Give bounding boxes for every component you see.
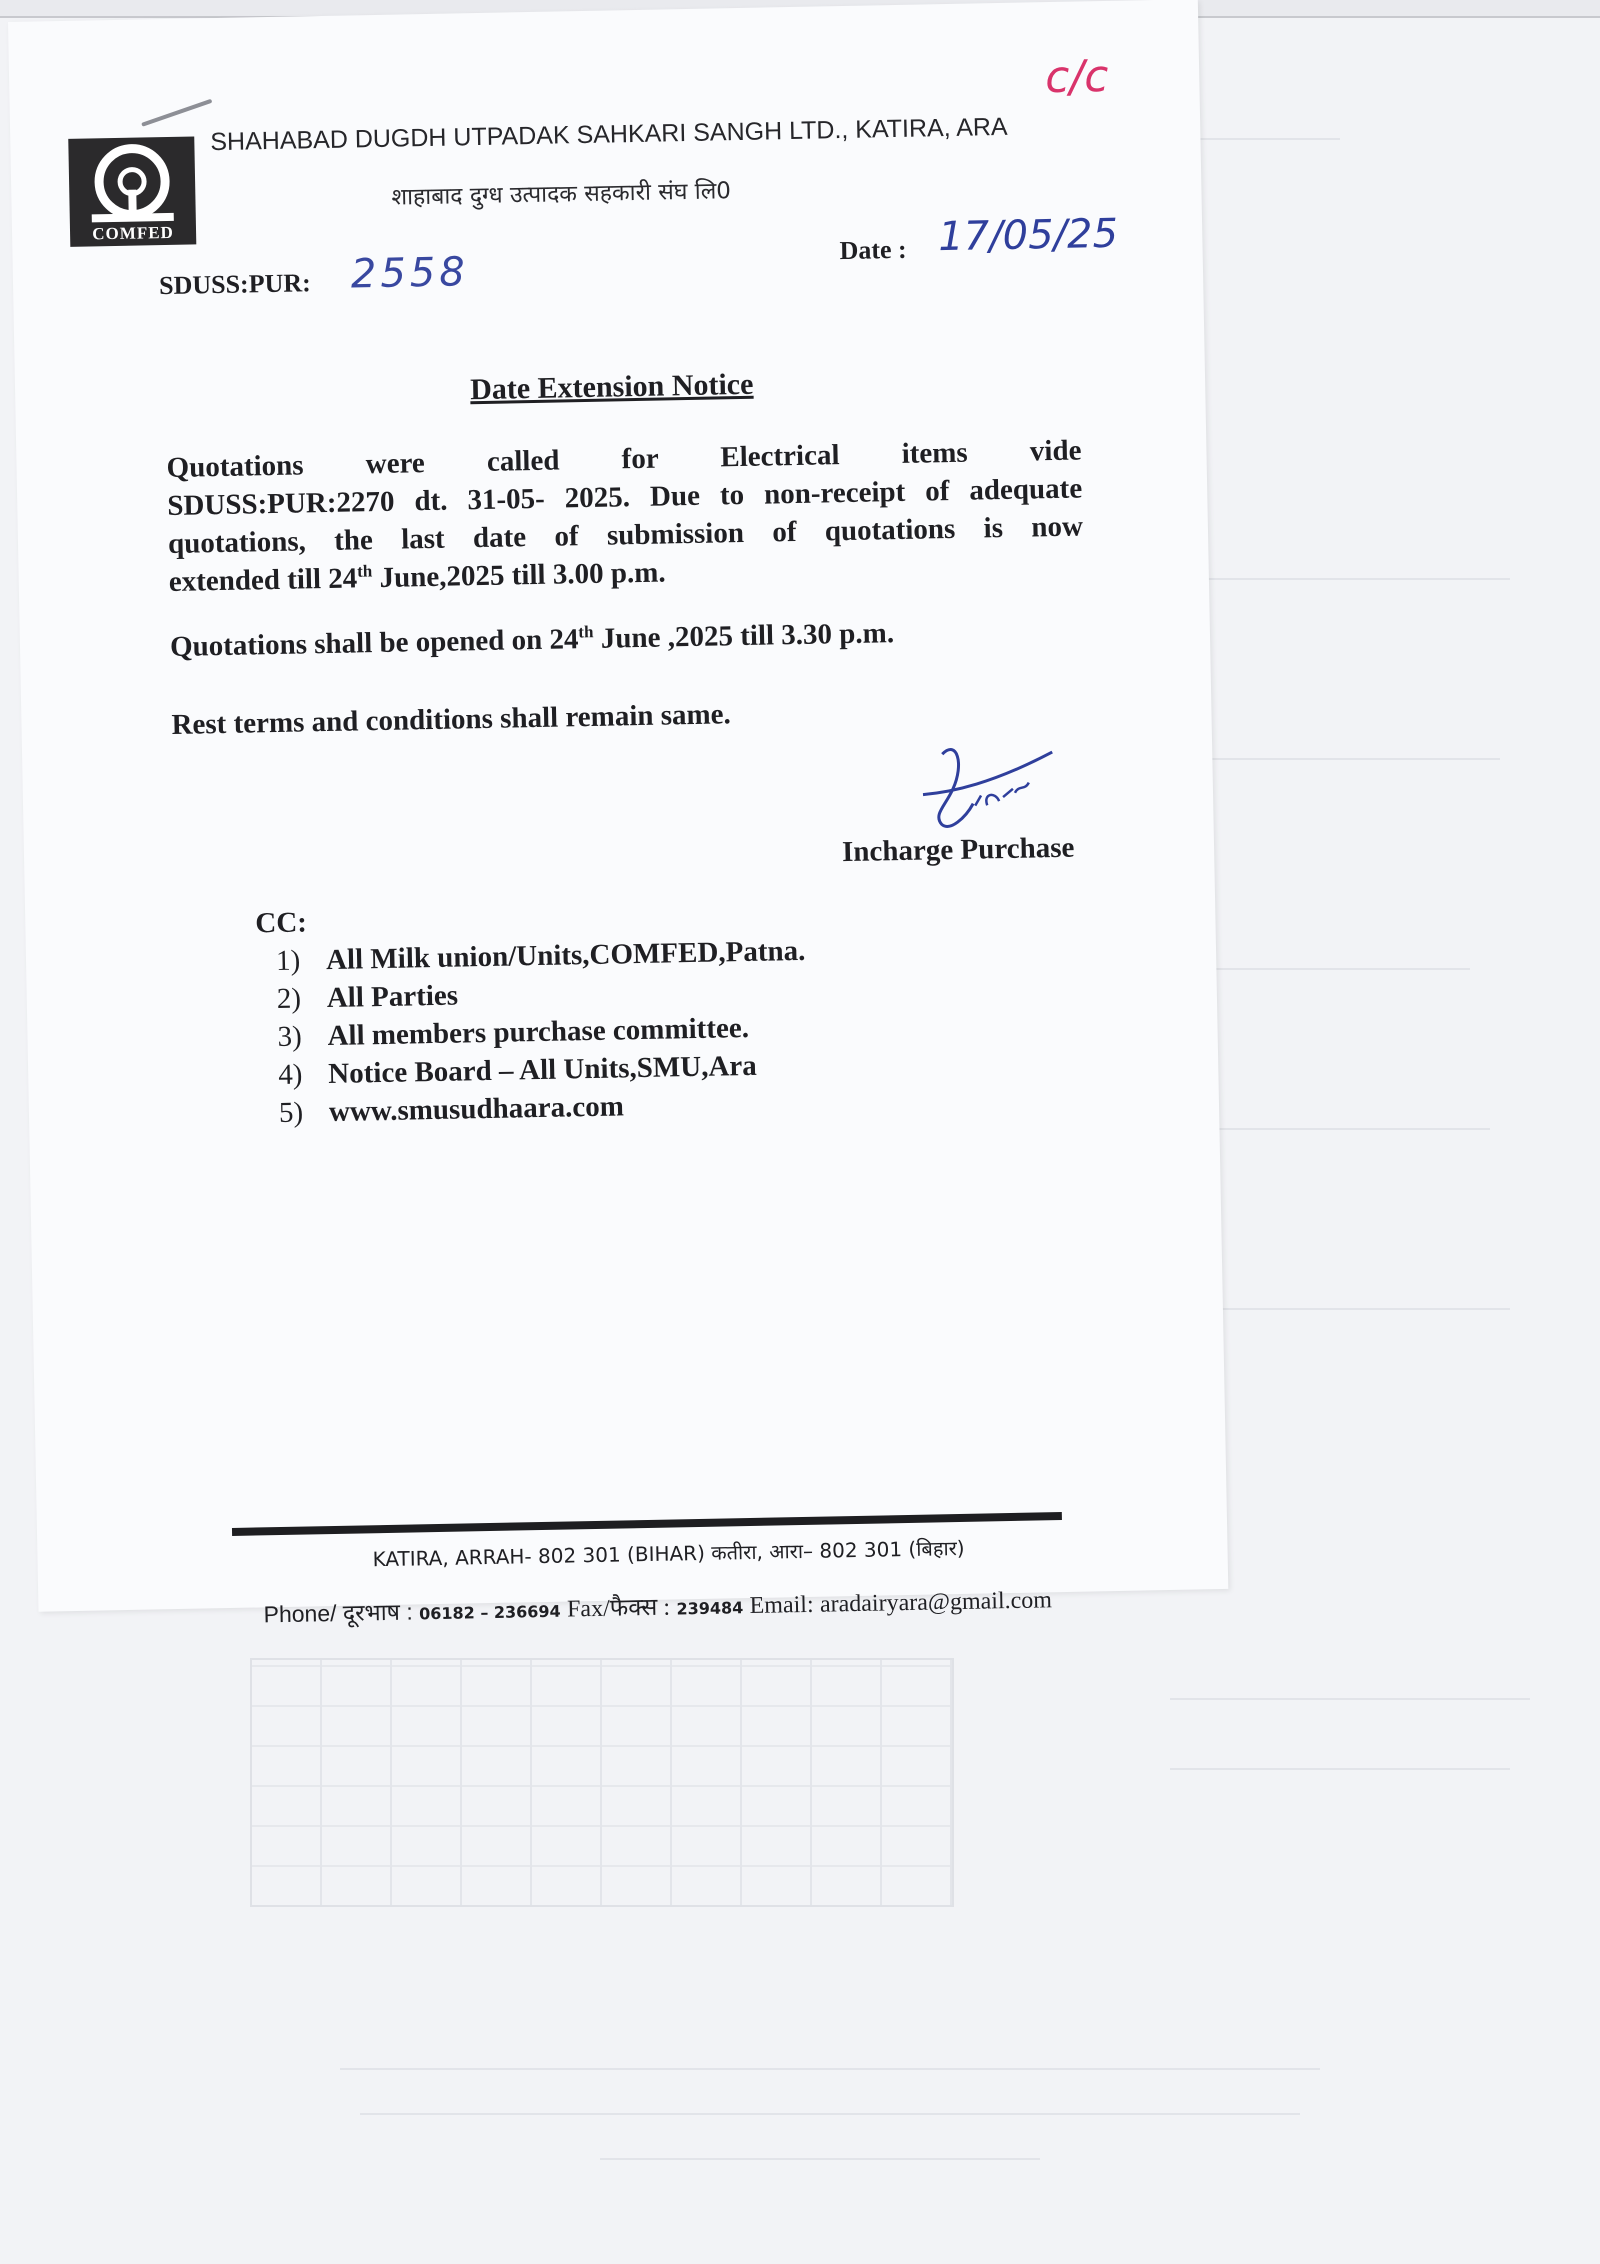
paragraph-line: quotations, the last date of submission of quotations is now xyxy=(167,510,1084,561)
cc-item-text: www.smusudhaara.com xyxy=(328,1090,625,1129)
cc-item-number: 2) xyxy=(276,982,302,1016)
text-segment: extended till 24 xyxy=(168,562,358,599)
org-name: SHAHABAD DUGDH UTPADAK SAHKARI SANGH LTD., KATIRA, ARA xyxy=(210,112,1008,157)
comfed-logo xyxy=(68,136,196,246)
org-name-hindi: शाहाबाद दुग्ध उत्पादक सहकारी संघ लि0 xyxy=(391,178,732,211)
ghost-line xyxy=(340,2068,1320,2070)
email-label: Email: xyxy=(749,1591,814,1620)
notice-paragraph-1 xyxy=(166,431,1084,601)
notice-page xyxy=(8,0,1228,1628)
phone-label: Phone/ दूरभाष : xyxy=(263,1598,413,1628)
email-value: aradairyara@gmail.com xyxy=(819,1587,1053,1618)
cc-label: CC: xyxy=(255,906,308,940)
notice-paragraph-3: Rest terms and conditions shall remain same. xyxy=(171,698,732,741)
phone-value: 06182 – 236694 xyxy=(418,1601,561,1624)
ghost-line xyxy=(360,2113,1300,2115)
ghost-line xyxy=(1170,578,1510,580)
footer-divider xyxy=(232,1512,1062,1536)
ref-label: SDUSS:PUR: xyxy=(158,268,312,301)
ref-number: 2558 xyxy=(350,249,470,298)
ghost-table xyxy=(250,1658,954,1907)
logo-text: COMFED xyxy=(92,222,175,244)
cc-list xyxy=(276,932,809,1132)
cc-item-text: All Parties xyxy=(326,979,459,1015)
cc-item-text: Notice Board – All Units,SMU,Ara xyxy=(327,1049,758,1091)
paragraph-line: SDUSS:PUR:2270 dt. 31-05- 2025. Due to non-receipt of adequate xyxy=(167,472,1083,523)
corner-mark: c/c xyxy=(1044,50,1109,104)
date-value: 17/05/25 xyxy=(937,210,1119,261)
notice-paragraph-2 xyxy=(170,617,895,664)
signatory-title: Incharge Purchase xyxy=(841,831,1075,869)
cc-item-number: 4) xyxy=(277,1058,303,1092)
cc-item-number: 5) xyxy=(278,1096,304,1129)
ghost-line xyxy=(1170,758,1500,760)
cc-item-number: 3) xyxy=(277,1020,303,1054)
cc-item-text: All Milk union/Units,COMFED,Patna. xyxy=(325,934,806,977)
text-segment: Quotations shall be opened on 24 xyxy=(169,623,579,664)
date-label: Date : xyxy=(839,234,907,266)
logo-emblem-icon xyxy=(68,136,196,228)
notice-title: Date Extension Notice xyxy=(469,367,754,407)
ghost-line xyxy=(1170,1768,1510,1770)
ghost-line xyxy=(600,2158,1040,2160)
cc-item-number: 1) xyxy=(275,944,301,978)
ordinal-suffix: th xyxy=(356,561,373,581)
cc-item-text: All members purchase committee. xyxy=(327,1011,750,1053)
footer-address: KATIRA, ARRAH- 802 301 (BIHAR) कतीरा, आरा– 802 301 (बिहार) xyxy=(372,1535,965,1572)
fax-value: 239484 xyxy=(676,1598,744,1619)
text-segment: June ,2025 till 3.30 p.m. xyxy=(593,617,895,655)
paragraph-line: Quotations were called for Electrical items vide xyxy=(166,434,1082,485)
fax-label: Fax/फैक्स : xyxy=(566,1594,671,1623)
text-segment: June,2025 till 3.00 p.m. xyxy=(372,556,666,595)
signature-icon xyxy=(902,732,1064,845)
ordinal-suffix: th xyxy=(578,622,594,642)
staple-mark xyxy=(141,99,212,127)
ghost-line xyxy=(1170,1698,1530,1700)
